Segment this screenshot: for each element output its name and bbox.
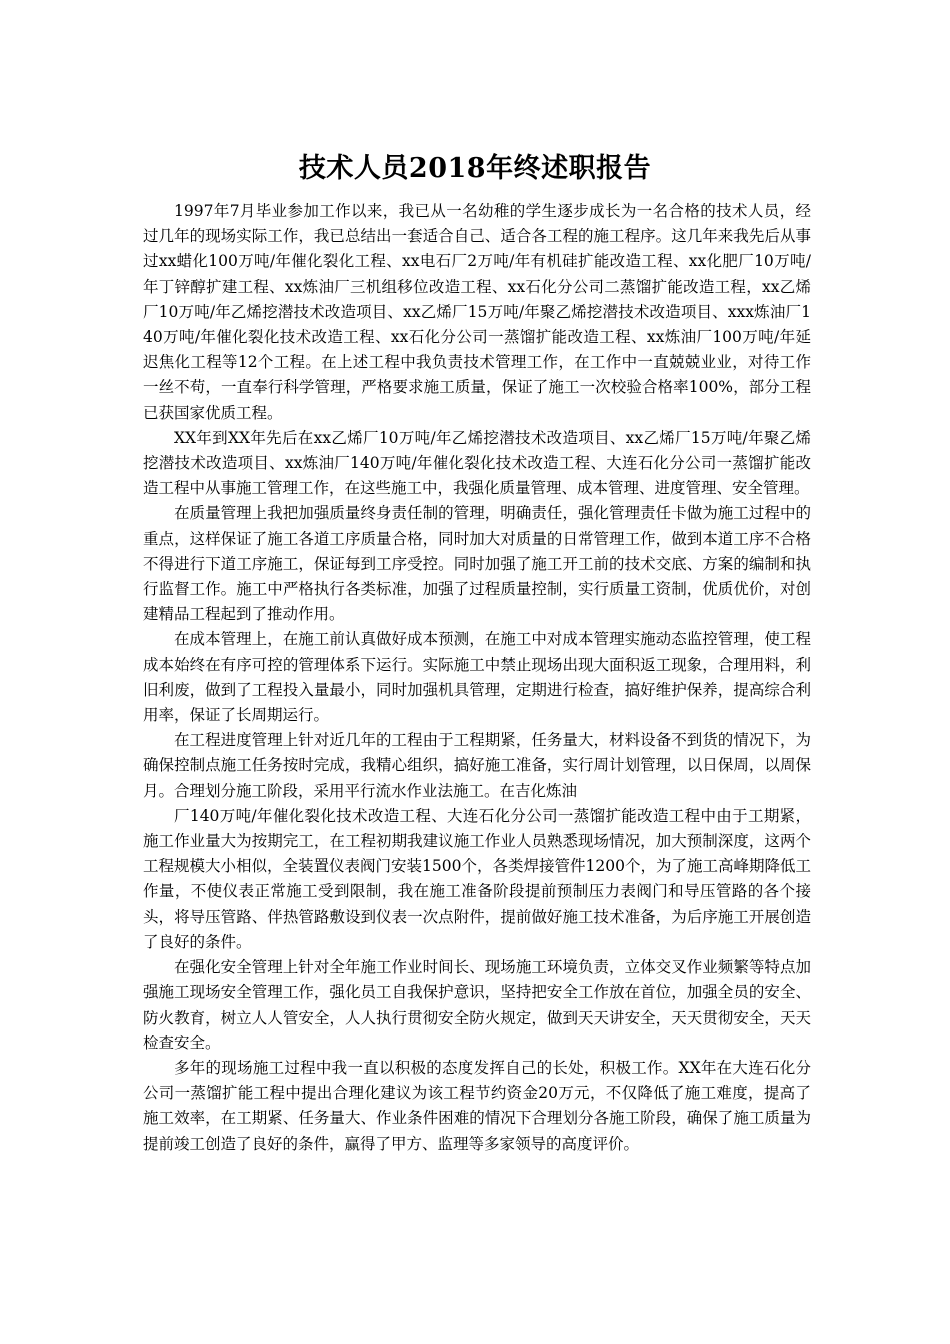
- paragraph-5: 在工程进度管理上针对近几年的工程由于工程期紧，任务量大，材料设备不到货的情况下，为确保控制点施工任务按时完成，我精心组织，搞好施工准备，实行周计划管理，以日保周，以周保月。合理划分施工阶段，采用平行流水作业法施工。在吉化炼油: [143, 731, 811, 800]
- paragraph-2: XX年到XX年先后在xx乙烯厂10万吨/年乙烯挖潜技术改造项目、xx乙烯厂15万吨/年聚乙烯挖潜技术改造项目、xx炼油厂140万吨/年催化裂化技术改造工程、大连石化分公司一蒸馏扩能改造工程中从事施工管理工作，在这些施工中，我强化质量管理、成本管理、进度管理、安全管理。: [143, 428, 811, 498]
- paragraph-3: 在质量管理上我把加强质量终身责任制的管理，明确责任，强化管理责任卡做为施工过程中的重点，这样保证了施工各道工序质量合格，同时加大对质量的日常管理工作，做到本道工序不合格不得进行下道工序施工，保证每到工序受控。同时加强了施工开工前的技术交底、方案的编制和执行监督工作。施工中严格执行各类标准，加强了过程质量控制，实行质量工资制，优质优价，对创建精品工程起到了推动作用。: [143, 504, 811, 624]
- paragraph-1: 1997年7月毕业参加工作以来，我已从一名幼稚的学生逐步成长为一名合格的技术人员，经过几年的现场实际工作，我已总结出一套适合自己、适合各工程的施工程序。这几年来我先后从事过xx蜡化100万吨/年催化裂化工程、xx电石厂2万吨/年有机硅扩能改造工程、xx化肥厂10万吨/年丁锌醇扩建工程、xx炼油厂三机组移位改造工程、xx石化分公司二蒸馏扩能改造工程，xx乙烯厂10万吨/年乙烯挖潜技术改造项目、xx乙烯厂15万吨/年聚乙烯挖潜技术改造项目、xxx炼油厂140万吨/年催化裂化技术改造工程、xx石化分公司一蒸馏扩能改造工程、xx炼油厂100万吨/年延迟焦化工程等12个工程。在上述工程中我负责技术管理工作，在工作中一直兢兢业业，对待工作一丝不苟，一直奉行科学管理，严格要求施工质量，保证了施工一次校验合格率100%，部分工程已获国家优质工程。: [143, 202, 811, 422]
- paragraph-6: 厂140万吨/年催化裂化技术改造工程、大连石化分公司一蒸馏扩能改造工程中由于工期紧，施工作业量大为按期完工，在工程初期我建议施工作业人员熟悉现场情况，加大预制深度，这两个工程规模大小相似，全装置仪表阀门安装1500个，各类焊接管件1200个，为了施工高峰期降低工作量，不使仪表正常施工受到限制，我在施工准备阶段提前预制压力表阀门和导压管路的各个接头，将导压管路、伴热管路敷设到仪表一次点附件，提前做好施工技术准备，为后序施工开展创造了良好的条件。: [143, 806, 811, 951]
- paragraph-8: 多年的现场施工过程中我一直以积极的态度发挥自己的长处，积极工作。XX年在大连石化分公司一蒸馏扩能工程中提出合理化建议为该工程节约资金20万元，不仅降低了施工难度，提高了施工效率，在工期紧、任务量大、作业条件困难的情况下合理划分各施工阶段，确保了施工质量为提前竣工创造了良好的条件，赢得了甲方、监理等多家领导的高度评价。: [143, 1058, 811, 1153]
- document-body: [143, 199, 811, 1157]
- paragraph-4: 在成本管理上，在施工前认真做好成本预测，在施工中对成本管理实施动态监控管理，使工程成本始终在有序可控的管理体系下运行。实际施工中禁止现场出现大面积返工现象，合理用料，利旧利废，做到了工程投入量最小，同时加强机具管理，定期进行检查，搞好维护保养，提高综合利用率，保证了长周期运行。: [143, 630, 811, 725]
- paragraph-7: 在强化安全管理上针对全年施工作业时间长、现场施工环境负责，立体交叉作业频繁等特点加强施工现场安全管理工作，强化员工自我保护意识，坚持把安全工作放在首位，加强全员的安全、防火教育，树立人人管安全，人人执行贯彻安全防火规定，做到天天讲安全，天天贯彻安全，天天检查安全。: [143, 958, 811, 1052]
- document-title: 技术人员2018年终述职报告: [298, 153, 652, 185]
